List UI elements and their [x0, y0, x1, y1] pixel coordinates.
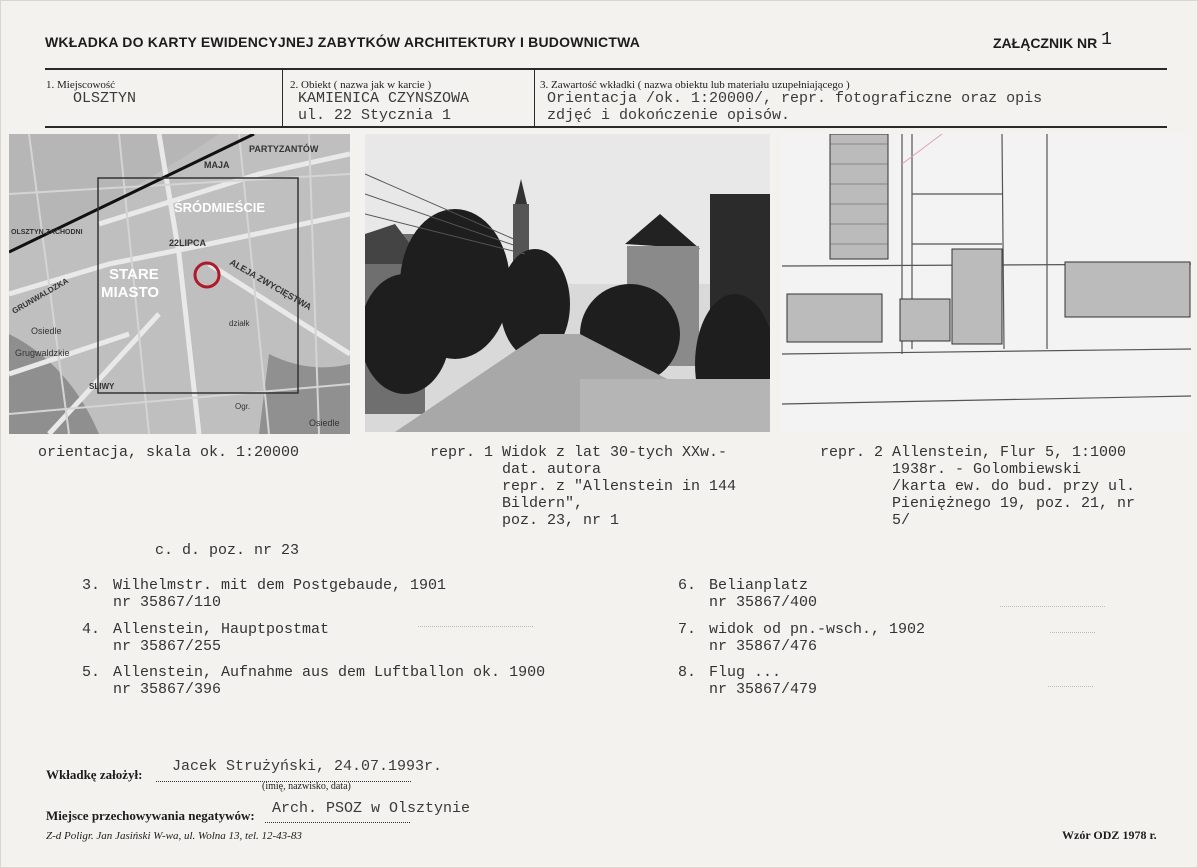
repr1-caption: repr. 1 Widok z lat 30-tych XXw.- dat. autora repr. z "Allenstein in 144 Bildern", poz. 23, nr 1 [430, 444, 737, 529]
map-label-osiedle-east: Osiedle [309, 418, 340, 428]
faint-rule [1050, 632, 1095, 633]
object-label: 2. Obiekt ( nazwa jak w karcie ) [290, 79, 432, 91]
storage-label: Miejsce przechowywania negatywów: [46, 808, 255, 823]
author-value: Jacek Strużyński, 24.07.1993r. [172, 758, 443, 775]
list-item-number: 5. [82, 664, 101, 681]
map-caption: orientacja, skala ok. 1:20000 [38, 444, 300, 461]
map-label-ogr: Ogr. [235, 402, 251, 411]
list-item-number: 4. [82, 621, 101, 638]
form-template-id: Wzór ODZ 1978 r. [1062, 828, 1157, 842]
attachment-label-text: ZAŁĄCZNIK NR [993, 35, 1098, 51]
printer-imprint: Z-d Poligr. Jan Jasiński W-wa, ul. Wolna 13, tel. 12-43-83 [46, 830, 302, 842]
cadastral-plan-drawing [782, 134, 1191, 432]
cadastral-plan-image [782, 134, 1191, 432]
list-item-title: Allenstein, Hauptpostmat [113, 621, 330, 638]
map-label-dzialk: działk [229, 319, 250, 328]
map-label-aleja: ALEJA ZWYCIĘSTWA [228, 257, 314, 313]
map-label-grugwaldzkie: Grugwaldzkie [15, 348, 70, 358]
list-item-ref: nr 35867/110 [113, 594, 222, 611]
object-value-name: KAMIENICA CZYNSZOWA [298, 90, 470, 107]
list-item-number: 7. [678, 621, 697, 638]
map-label-olsztyn-zachodni: OLSZTYN ZACHODNI [11, 229, 83, 236]
list-item-title: Allenstein, Aufnahme aus dem Luftballon ok. 1900 [113, 664, 546, 681]
storage-dotted-line [265, 822, 410, 823]
object-value-address: ul. 22 Stycznia 1 [298, 107, 452, 124]
faint-rule [418, 626, 533, 627]
map-label-grunwaldzka: GRUNWALDZKA [10, 276, 71, 316]
list-item-number: 6. [678, 577, 697, 594]
list-item-number: 3. [82, 577, 101, 594]
contents-value-line2: zdjęć i dokończenie opisów. [547, 107, 791, 124]
orientation-map-image [9, 134, 350, 434]
list-item-ref: nr 35867/255 [113, 638, 222, 655]
map-label-srodmiescie: ŚRÓDMIEŚCIE [174, 200, 266, 215]
list-item-title: Belianplatz [709, 577, 809, 594]
faint-rule [1048, 686, 1093, 687]
locality-label: 1. Miejscowość [46, 79, 116, 91]
faint-rule [1000, 606, 1105, 607]
list-item-ref: nr 35867/400 [709, 594, 818, 611]
attachment-number: 1 [1101, 30, 1112, 50]
map-label-partyzantow: PARTYZANTÓW [249, 144, 319, 154]
form-title: WKŁADKA DO KARTY EWIDENCYJNEJ ZABYTKÓW ARCHITEKTURY I BUDOWNICTWA [45, 34, 641, 50]
map-label-miasto: MIASTO [101, 284, 160, 301]
list-item-ref: nr 35867/396 [113, 681, 222, 698]
map-label-lipca: 22LIPCA [169, 238, 207, 248]
continuation-note: c. d. poz. nr 23 [155, 542, 300, 559]
orientation-map-drawing [9, 134, 350, 434]
list-item-title: widok od pn.-wsch., 1902 [709, 621, 926, 638]
list-item-ref: nr 35867/476 [709, 638, 818, 655]
contents-value-line1: Orientacja /ok. 1:20000/, repr. fotograficzne oraz opis [547, 90, 1043, 107]
storage-value: Arch. PSOZ w Olsztynie [272, 800, 471, 817]
list-item-title: Flug ... [709, 664, 782, 681]
list-item-title: Wilhelmstr. mit dem Postgebaude, 1901 [113, 577, 447, 594]
map-label-osiedle-west: Osiedle [31, 326, 62, 336]
contents-label: 3. Zawartość wkładki ( nazwa obiektu lub materiału uzupełniającego ) [540, 79, 850, 91]
map-label-sliwy: SLIWY [89, 382, 115, 391]
field-divider-1 [282, 70, 283, 127]
header-rule-top [45, 68, 1167, 70]
header-rule-bottom [45, 126, 1167, 128]
field-divider-2 [534, 70, 535, 127]
map-label-maja: MAJA [204, 160, 230, 170]
attachment-label [993, 30, 1112, 54]
author-label: Wkładkę założył: [46, 767, 143, 782]
locality-value: OLSZTYN [73, 90, 137, 107]
repr2-caption: repr. 2 Allenstein, Flur 5, 1:1000 1938r. - Golombiewski /karta ew. do bud. przy ul. Pieniężnego 19, poz. 21, nr 5/ [820, 444, 1136, 529]
map-label-stare: STARE [109, 266, 159, 283]
list-item-number: 8. [678, 664, 697, 681]
list-item-ref: nr 35867/479 [709, 681, 818, 698]
historic-street-drawing [365, 134, 770, 432]
historic-street-photo [365, 134, 770, 432]
author-hint: (imię, nazwisko, data) [262, 781, 351, 792]
